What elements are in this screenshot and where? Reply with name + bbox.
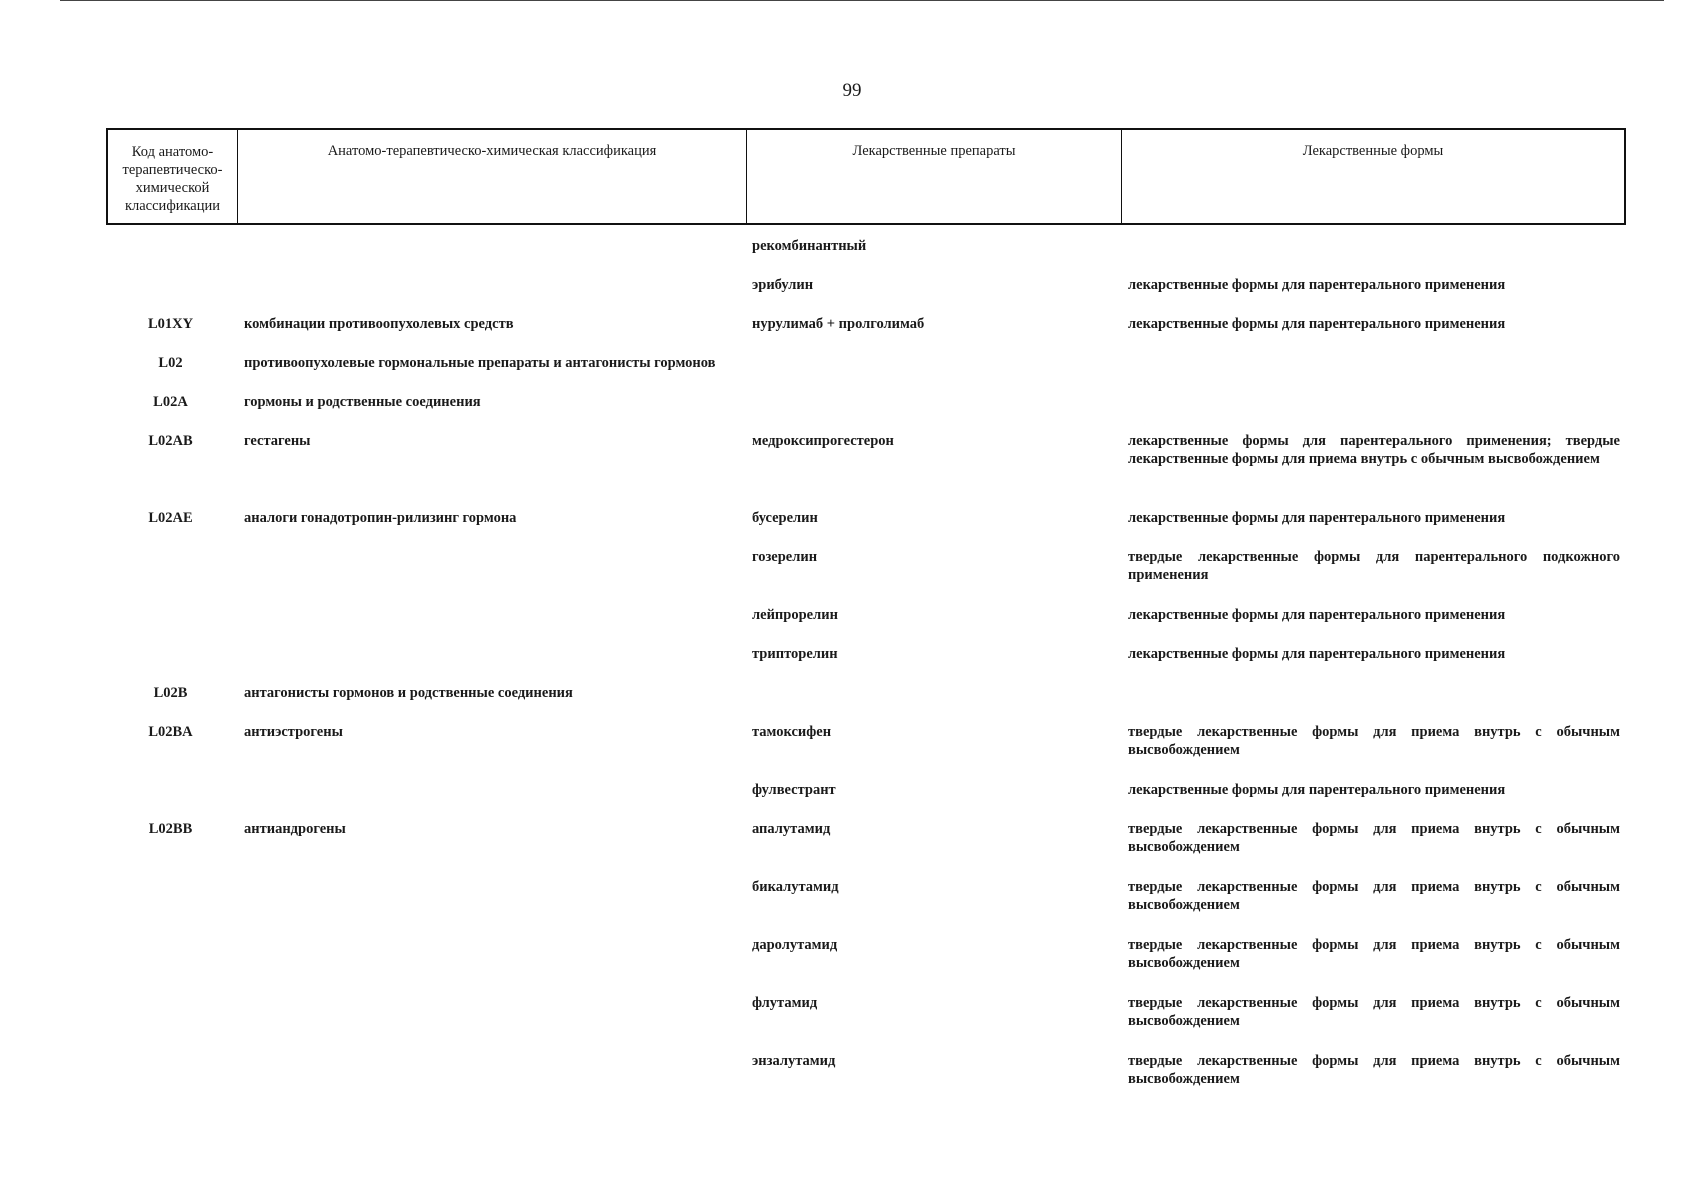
drug-cell [744,684,1119,702]
classification-cell: антагонисты гормонов и родственные соединения [244,685,573,701]
classification-cell [235,878,744,914]
table-row [106,1052,1626,1088]
header-code: Код анатомо-терапевтическо-химической классификации [122,144,223,214]
code-cell: L02BA [148,724,193,740]
form-cell: лекарственные формы для парентерального применения [1128,277,1506,293]
drug-cell: флутамид [752,995,818,1011]
drug-cell [744,393,1119,411]
form-cell: твердые лекарственные формы для парентерального подкожного применения [1128,549,1620,583]
code-cell [106,994,235,1030]
classification-cell: гормоны и родственные соединения [244,394,481,410]
form-cell: лекарственные формы для парентерального применения [1128,510,1506,526]
classification-cell: аналоги гонадотропин-рилизинг гормона [244,510,517,526]
drug-cell: нурулимаб + пролголимаб [752,316,925,332]
code-cell [106,548,235,584]
table-row [106,606,1626,624]
form-cell: лекарственные формы для парентерального применения [1128,782,1506,798]
classification-cell [235,645,744,663]
drug-cell [744,354,1119,372]
table-row [106,276,1626,294]
header-classification: Анатомо-терапевтическо-химическая классификация [237,130,746,223]
code-cell: L02 [158,355,183,371]
header-forms: Лекарственные формы [1121,130,1624,223]
drug-cell: бикалутамид [752,879,839,895]
code-cell [106,936,235,972]
form-cell: твердые лекарственные формы для приема внутрь с обычным высвобождением [1128,995,1620,1029]
code-cell: L02BB [148,821,193,837]
table-row [106,509,1626,527]
code-cell: L01XY [147,316,194,332]
form-cell: лекарственные формы для парентерального применения [1128,646,1506,662]
drug-cell: гозерелин [752,549,818,565]
table-header [106,128,1626,225]
drug-cell: фулвестрант [752,782,836,798]
table-row [106,237,1626,255]
drug-cell: бусерелин [752,510,818,526]
code-cell: L02A [153,394,188,410]
classification-cell: комбинации противоопухолевых средств [244,316,514,332]
drug-cell: даролутамид [752,937,838,953]
classification-cell: антиэстрогены [244,724,343,740]
code-cell: L02B [153,685,188,701]
form-cell: лекарственные формы для парентерального применения [1128,316,1506,332]
table-row [106,432,1626,468]
table-row [106,781,1626,799]
classification-cell [235,548,744,584]
form-cell: твердые лекарственные формы для приема внутрь с обычным высвобождением [1128,879,1620,913]
form-cell: твердые лекарственные формы для приема внутрь с обычным высвобождением [1128,1053,1620,1087]
form-cell: твердые лекарственные формы для приема внутрь с обычным высвобождением [1128,724,1620,758]
table-row [106,936,1626,972]
code-cell [106,781,235,799]
page-number: 99 [842,80,862,101]
classification-cell [235,994,744,1030]
table-row [106,994,1626,1030]
drug-cell: медроксипрогестерон [752,433,894,449]
drug-cell: эрибулин [752,277,814,293]
classification-cell: гестагены [244,433,311,449]
drug-cell: апалутамид [752,821,831,837]
classification-cell [235,237,744,255]
table-row [106,354,1626,372]
form-cell [1119,393,1622,411]
form-cell: лекарственные формы для парентерального применения; твердые лекарственные формы для приема внутрь с обычным высвобождением [1128,433,1620,467]
drug-cell: лейпрорелин [752,607,838,623]
form-cell [1119,237,1622,255]
top-rule [60,0,1664,1]
table-row [106,878,1626,914]
code-cell [106,1052,235,1088]
table-row [106,393,1626,411]
drug-cell: энзалутамид [752,1053,836,1069]
code-cell: L02AE [148,510,193,526]
form-cell [1119,354,1622,372]
header-drugs: Лекарственные препараты [746,130,1121,223]
classification-cell [235,606,744,624]
classification-cell: противоопухолевые гормональные препараты и антагонисты гормонов [244,355,716,371]
code-cell [106,276,235,294]
classification-cell [235,1052,744,1088]
form-cell: твердые лекарственные формы для приема внутрь с обычным высвобождением [1128,821,1620,855]
table-row [106,315,1626,333]
drug-cell: трипторелин [752,646,838,662]
code-cell [106,606,235,624]
classification-cell [235,936,744,972]
drug-cell: рекомбинантный [752,238,867,254]
classification-cell [235,276,744,294]
table-row [106,820,1626,856]
code-cell [106,878,235,914]
drug-cell: тамоксифен [752,724,832,740]
table-row [106,645,1626,663]
form-cell [1119,684,1622,702]
code-cell [106,645,235,663]
code-cell [106,237,235,255]
table-row [106,548,1626,584]
form-cell: твердые лекарственные формы для приема внутрь с обычным высвобождением [1128,937,1620,971]
classification-cell [235,781,744,799]
form-cell: лекарственные формы для парентерального применения [1128,607,1506,623]
table-row [106,723,1626,759]
code-cell: L02AB [148,433,193,449]
table-row [106,684,1626,702]
classification-cell: антиандрогены [244,821,346,837]
